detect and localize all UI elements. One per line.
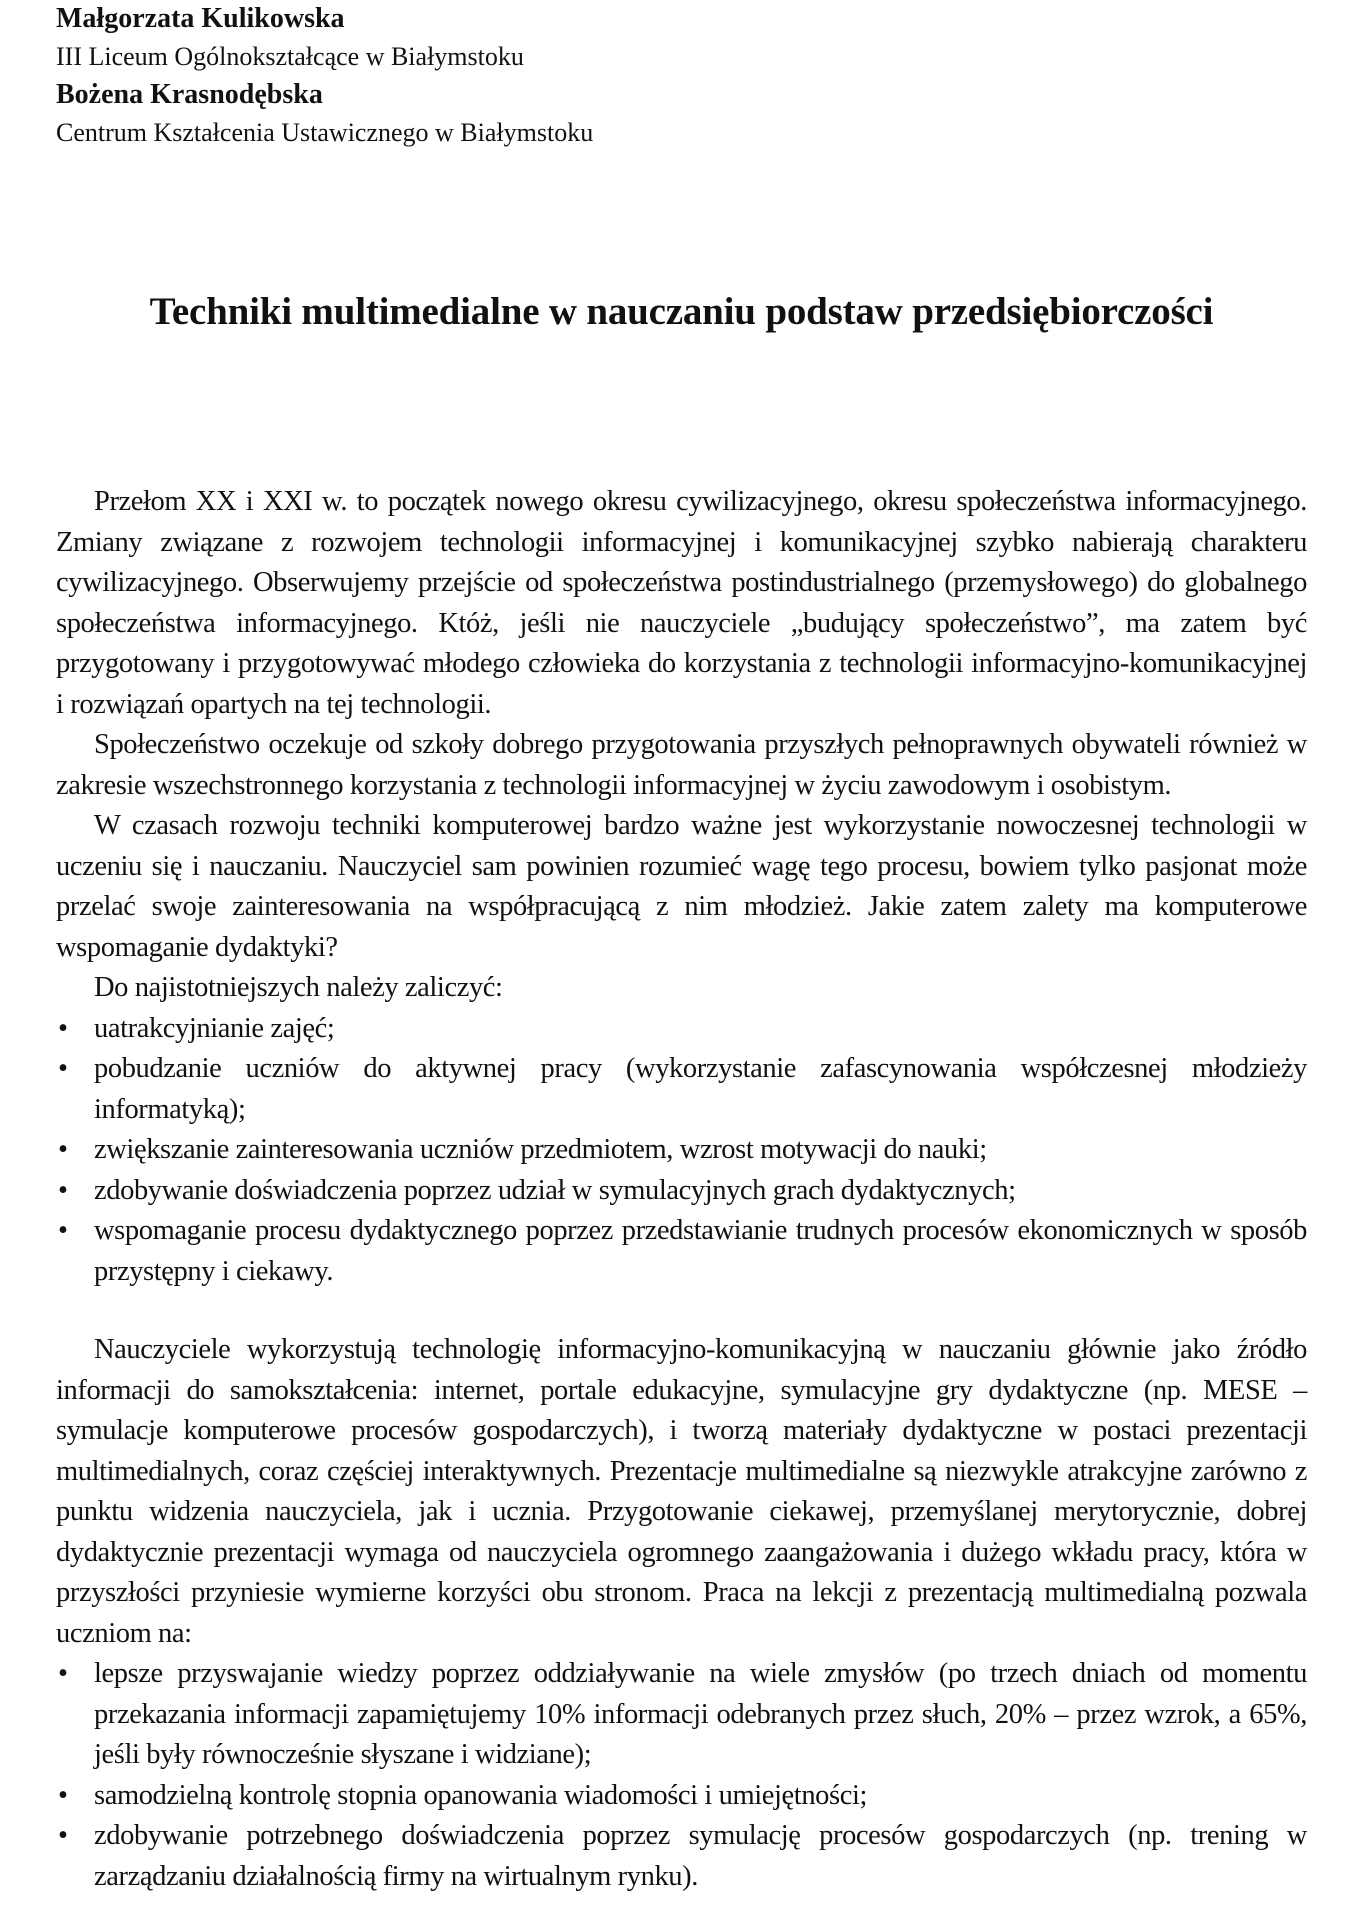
article-body xyxy=(56,482,1307,1897)
bullet-icon: • xyxy=(58,1174,68,1206)
list-item xyxy=(56,1654,1307,1776)
bullet-icon: • xyxy=(58,1820,68,1851)
bullet-icon: • xyxy=(58,1134,68,1165)
author-name-1: Małgorzata Kulikowska xyxy=(56,3,345,34)
benefits-list xyxy=(56,1654,1307,1897)
bullet-icon: • xyxy=(58,1658,68,1689)
article-title: Techniki multimedialne w nauczaniu podstaw przedsiębiorczości xyxy=(149,290,1214,333)
list-item-text: lepsze przyswajanie wiedzy poprzez oddziaływanie na wiele zmysłów (po trzech dniach od momentu przekazania informacji zapamiętujemy 10% informacji odebranych przez słuch, 20% – przez wzrok, a 65%, jeśli były równocześnie słyszane i widziane); xyxy=(94,1658,1307,1770)
bullet-icon: • xyxy=(58,1215,68,1246)
list-item-text: zdobywanie potrzebnego doświadczenia poprzez symulację procesów gospodarczych (np. trening w zarządzaniu działalnością firmy na wirtualnym rynku). xyxy=(94,1820,1307,1892)
author-affiliation-2: Centrum Kształcenia Ustawicznego w Białymstoku xyxy=(56,118,594,147)
paragraph-1: Przełom XX i XXI w. to początek nowego okresu cywilizacyjnego, okresu społeczeństwa informacyjnego. Zmiany związane z rozwojem technologii informacyjnej i komunikacyjnej szybko nabierają charakteru cywilizacyjnego. Obserwujemy przejście od społeczeństwa postindustrialnego (przemysłowego) do globalnego społeczeństwa informacyjnego. Któż, jeśli nie nauczyciele „budujący społeczeństwo”, ma zatem być przygotowany i przygotowywać młodego człowieka do korzystania z technologii informacyjno-komunikacyjnej i rozwiązań opartych na tej technologii. xyxy=(56,486,1307,720)
author-name-2: Bożena Krasnodębska xyxy=(56,79,323,110)
paragraph-4: Do najistotniejszych należy zaliczyć: xyxy=(94,972,503,1003)
list-item xyxy=(56,1776,1307,1817)
bullet-icon: • xyxy=(58,1053,68,1084)
list-item-text: zwiększanie zainteresowania uczniów przedmiotem, wzrost motywacji do nauki; xyxy=(94,1134,987,1165)
bullet-icon: • xyxy=(58,1012,68,1044)
list-item-text: wspomaganie procesu dydaktycznego poprzez przedstawianie trudnych procesów ekonomicznych w sposób przystępny i ciekawy. xyxy=(94,1215,1307,1287)
author-block xyxy=(56,0,1307,152)
list-item xyxy=(56,1211,1307,1292)
list-item-text: samodzielną kontrolę stopnia opanowania wiadomości i umiejętności; xyxy=(94,1779,867,1811)
list-item xyxy=(56,1049,1307,1130)
list-item-text: zdobywanie doświadczenia poprzez udział w symulacyjnych grach dydaktycznych; xyxy=(94,1174,1016,1206)
bullet-icon: • xyxy=(58,1779,68,1811)
list-item xyxy=(56,1816,1307,1897)
list-item-text: pobudzanie uczniów do aktywnej pracy (wykorzystanie zafascynowania współczesnej młodzieży informatyką); xyxy=(94,1053,1307,1125)
author-affiliation-1: III Liceum Ogólnokształcące w Białymstoku xyxy=(56,42,524,71)
paragraph-3: W czasach rozwoju techniki komputerowej bardzo ważne jest wykorzystanie nowoczesnej technologii w uczeniu się i nauczaniu. Nauczyciel sam powinien rozumieć wagę tego procesu, bowiem tylko pasjonat może przelać swoje zainteresowania na współpracującą z nim młodzież. Jakie zatem zalety ma komputerowe wspomaganie dydaktyki? xyxy=(56,810,1307,963)
list-item-text: uatrakcyjnianie zajęć; xyxy=(94,1012,335,1044)
list-item xyxy=(56,1009,1307,1050)
list-item xyxy=(56,1130,1307,1171)
paragraph-2: Społeczeństwo oczekuje od szkoły dobrego przygotowania przyszłych pełnoprawnych obywateli również w zakresie wszechstronnego korzystania z technologii informacyjnej w życiu zawodowym i osobistym. xyxy=(56,729,1307,801)
paragraph-5: Nauczyciele wykorzystują technologię informacyjno-komunikacyjną w nauczaniu głównie jako źródło informacji do samokształcenia: internet, portale edukacyjne, symulacyjne gry dydaktyczne (np. MESE – symulacje komputerowe procesów gospodarczych), i tworzą materiały dydaktyczne w postaci prezentacji multimedialnych, coraz częściej interaktywnych. Prezentacje multimedialne są niezwykle atrakcyjne zarówno z punktu widzenia nauczyciela, jak i ucznia. Przygotowanie ciekawej, przemyślanej merytorycznie, dobrej dydaktycznie prezentacji wymaga od nauczyciela ogromnego zaangażowania i dużego wkładu pracy, która w przyszłości przyniesie wymierne korzyści obu stronom. Praca na lekcji z prezentacją multimedialną pozwala uczniom na: xyxy=(56,1334,1307,1649)
list-item xyxy=(56,1171,1307,1212)
advantages-list xyxy=(56,1009,1307,1293)
